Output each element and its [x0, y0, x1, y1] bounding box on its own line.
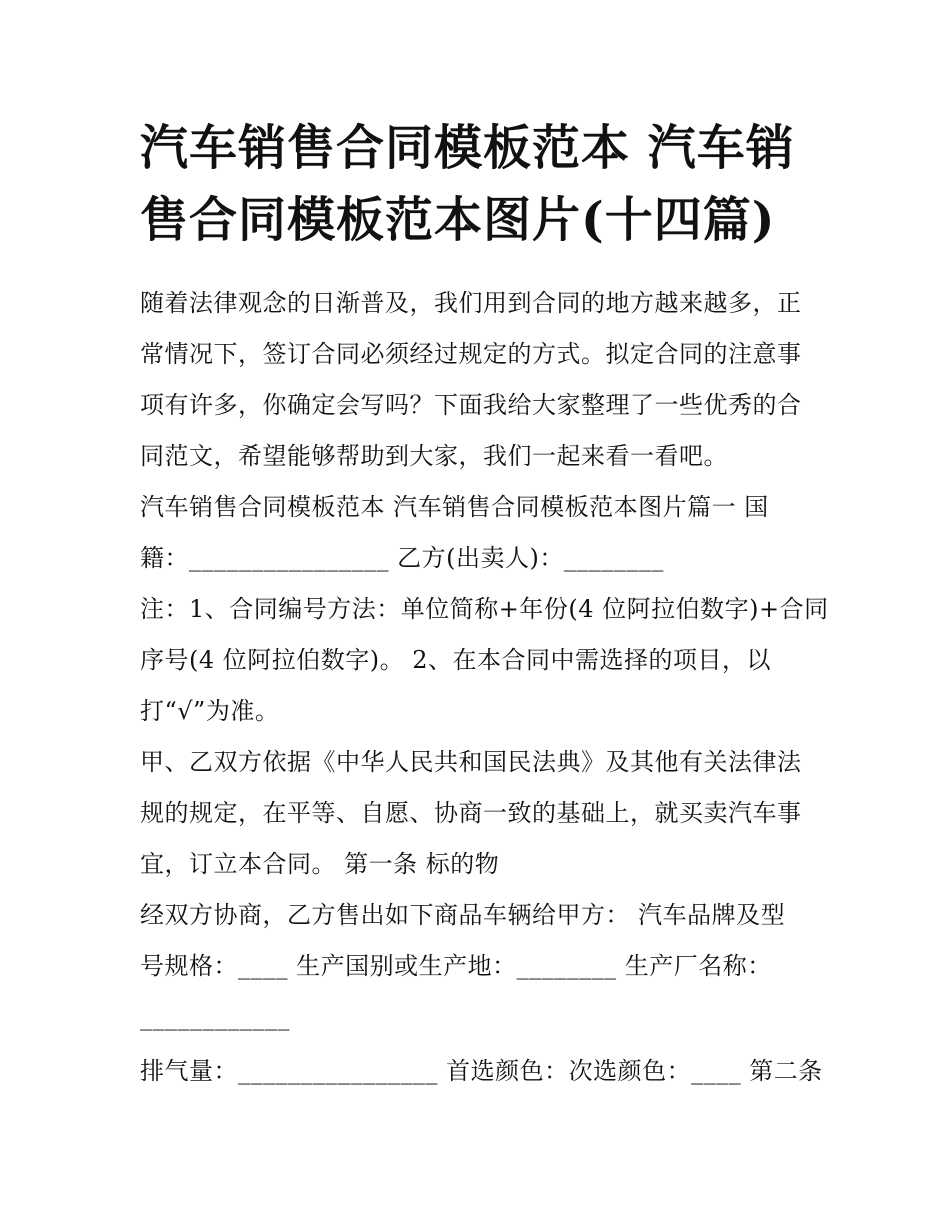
title-line-2: 售合同模板范本图片(十四篇) — [140, 192, 776, 248]
body-line: 排气量：________________ 首选颜色：次选颜色：____ 第二条 — [140, 1057, 823, 1085]
body-line: 项有许多，你确定会写吗？下面我给大家整理了一些优秀的合 — [140, 391, 802, 419]
body-line: 同范文，希望能够帮助到大家，我们一起来看一看吧。 — [140, 442, 728, 470]
body-line: 常情况下，签订合同必须经过规定的方式。拟定合同的注意事 — [140, 340, 802, 368]
body-line: 打“√”为准。 — [140, 697, 280, 725]
document-title — [140, 112, 820, 256]
body-line: 汽车销售合同模板范本 汽车销售合同模板范本图片篇一 国 — [140, 493, 769, 521]
body-line: 规的规定，在平等、自愿、协商一致的基础上，就买卖汽车事 — [140, 799, 802, 827]
body-line: 籍：________________ 乙方(出卖人)：________ — [140, 544, 664, 572]
body-line: 号规格：____ 生产国别或生产地：________ 生产厂名称： — [140, 952, 772, 980]
title-line-1: 汽车销售合同模板范本 汽车销 — [140, 120, 795, 176]
body-line: 甲、乙双方依据《中华人民共和国民法典》及其他有关法律法 — [140, 748, 802, 776]
body-line: ____________ — [140, 1003, 290, 1031]
body-line: 宜，订立本合同。 第一条 标的物 — [140, 850, 500, 878]
body-line: 经双方协商，乙方售出如下商品车辆给甲方： 汽车品牌及型 — [140, 901, 786, 929]
body-line: 注：1、合同编号方法：单位简称+年份(4 位阿拉伯数字)+合同 — [140, 595, 829, 623]
document-body — [140, 278, 829, 1099]
body-line: 随着法律观念的日渐普及，我们用到合同的地方越来越多，正 — [140, 289, 802, 317]
body-line: 序号(4 位阿拉伯数字)。 2、在本合同中需选择的项目，以 — [140, 646, 772, 674]
